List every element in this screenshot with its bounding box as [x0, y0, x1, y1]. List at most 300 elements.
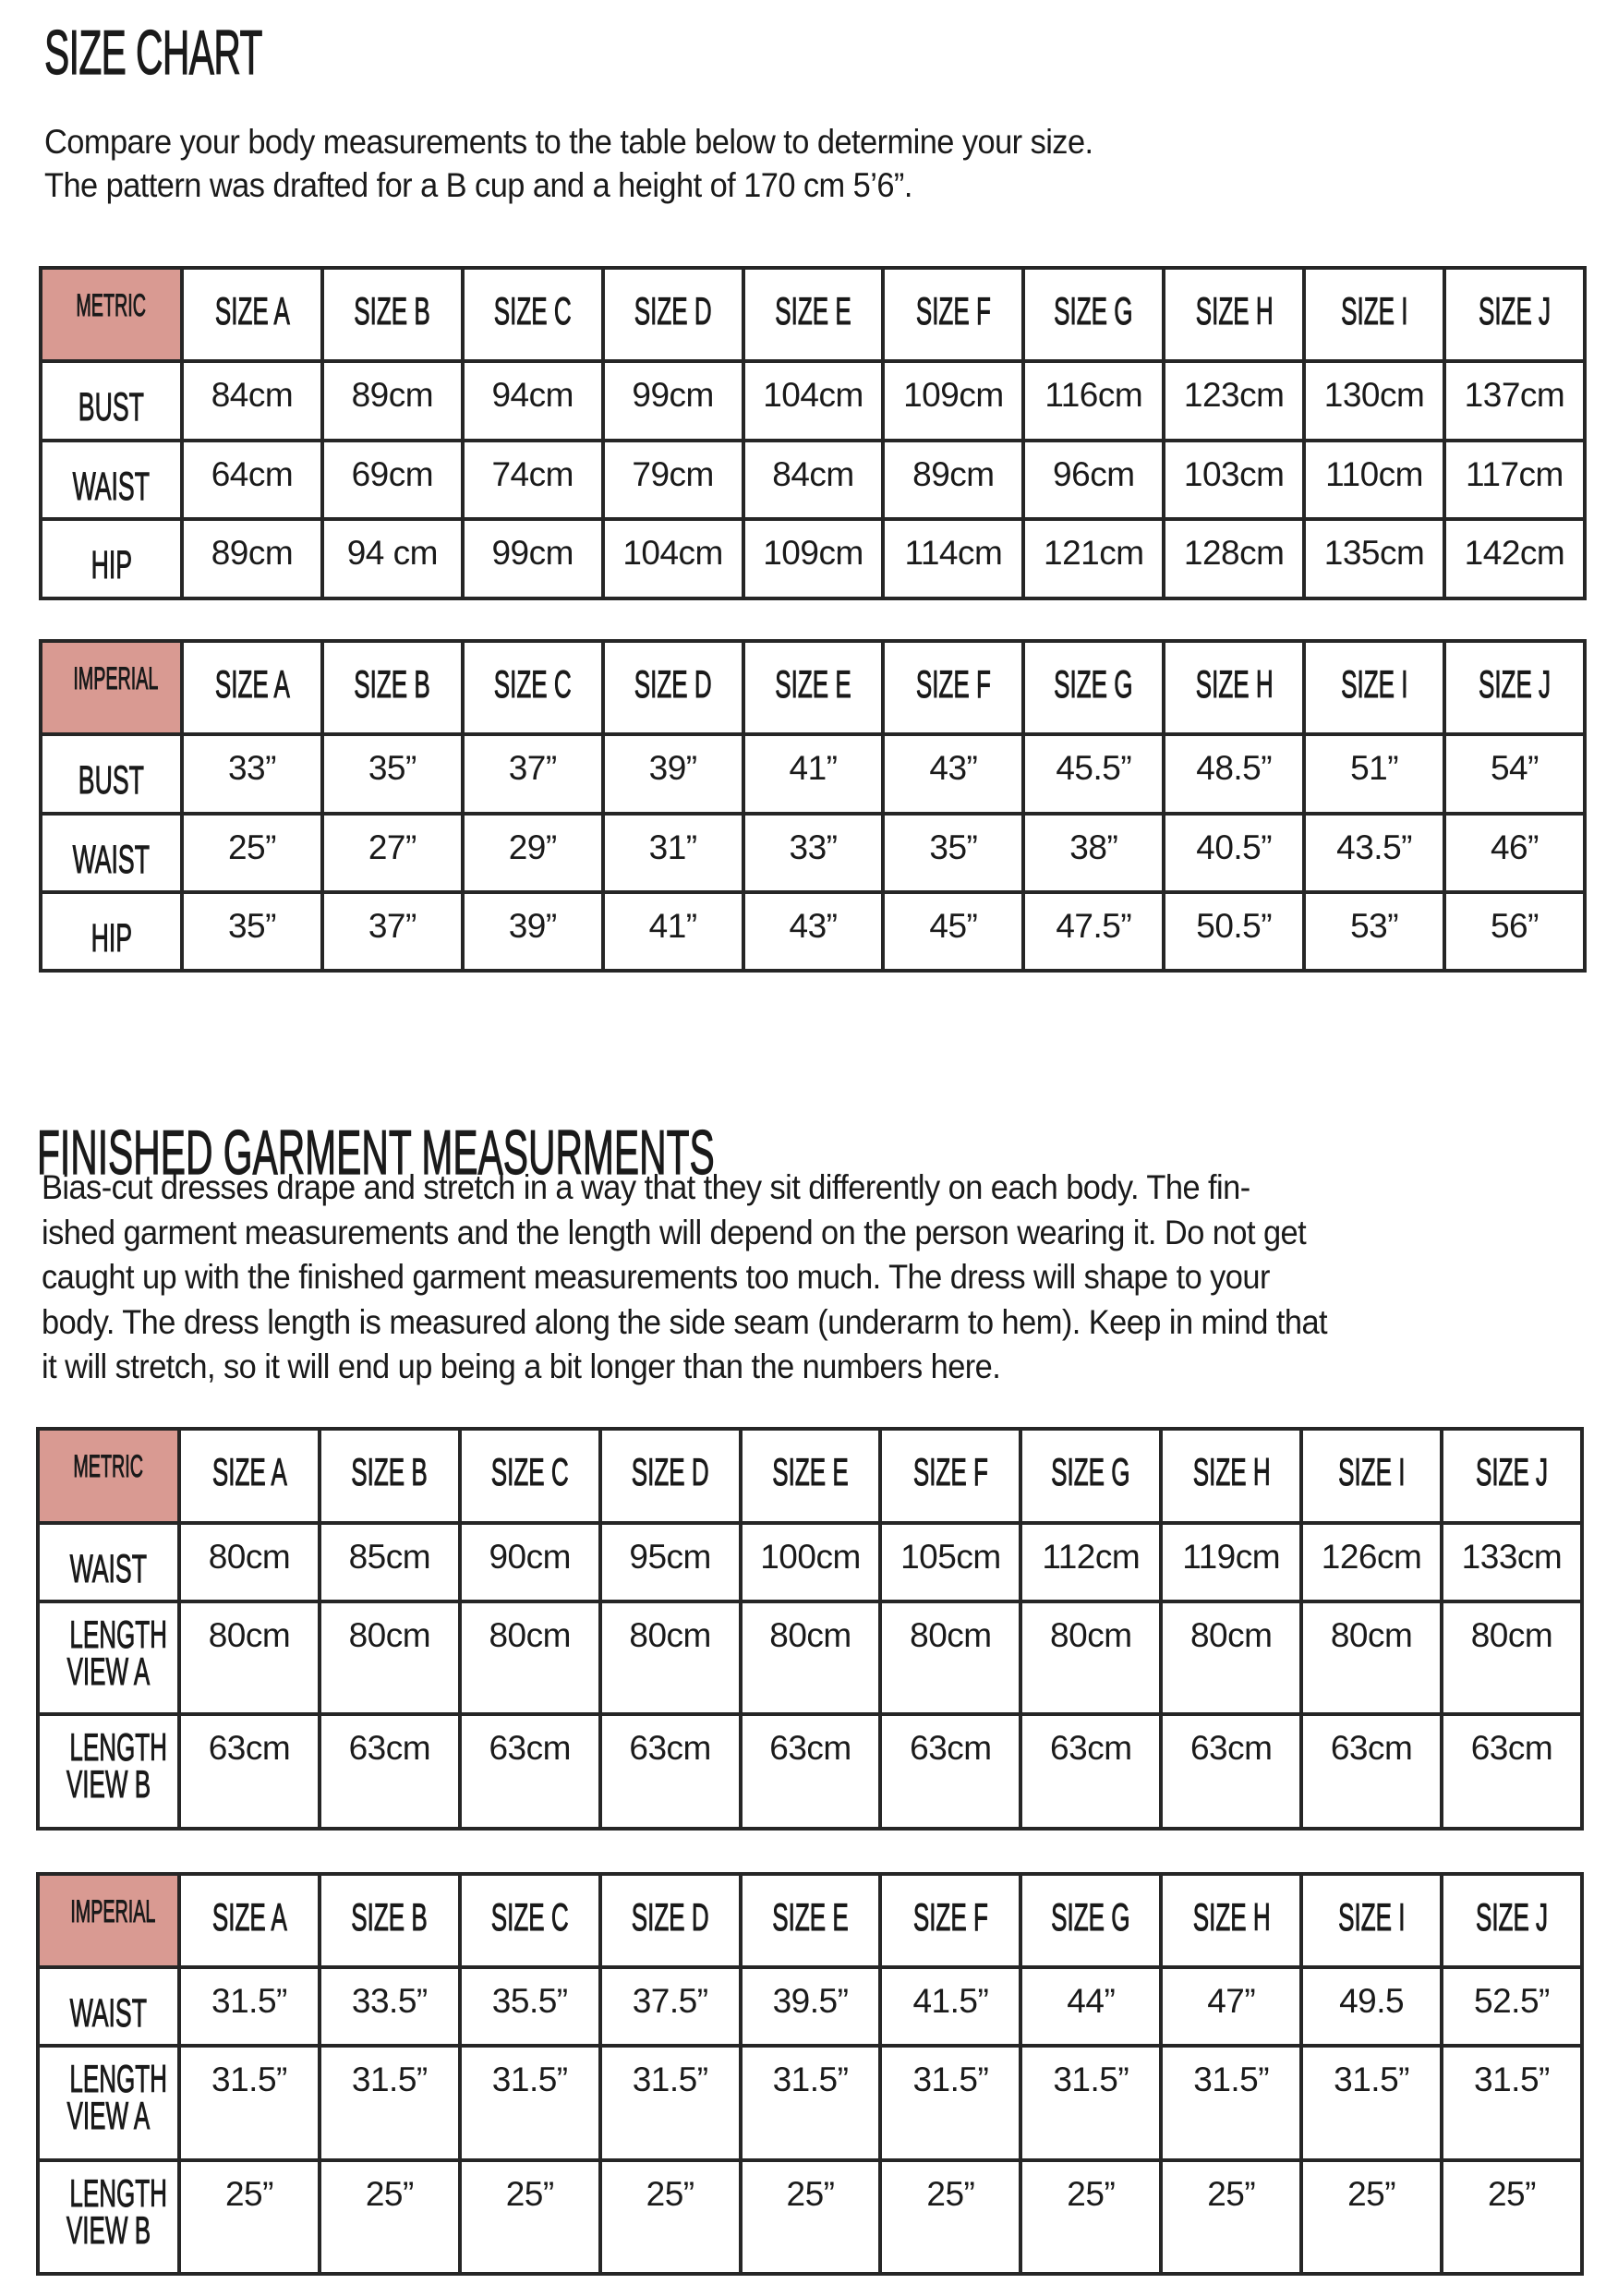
size-header: SIZE B: [351, 1450, 429, 1493]
size-header: SIZE G: [1051, 1895, 1130, 1939]
row-label: WAIST: [69, 1990, 148, 2036]
measurement-value: 80cm: [629, 1616, 711, 1654]
measurement-value: 69cm: [351, 455, 434, 493]
measurement-cell: [1020, 1601, 1161, 1714]
measurement-value: 74cm: [491, 455, 574, 493]
measurement-value: 39.5”: [772, 1982, 849, 2020]
size-header: SIZE J: [1475, 1895, 1549, 1939]
measurement-cell: [1023, 441, 1164, 519]
size-header: SIZE A: [211, 1895, 287, 1939]
measurement-cell: [322, 441, 463, 519]
measurement-value: 126cm: [1321, 1538, 1422, 1576]
measurement-value: 25”: [646, 2175, 694, 2213]
measurement-cell: [743, 361, 884, 441]
measurement-value: 43.5”: [1336, 828, 1412, 866]
measurement-cell: [1023, 734, 1164, 814]
measurement-cell: [1301, 1967, 1442, 2046]
header-row: [41, 268, 1585, 361]
measurement-value: 135cm: [1323, 534, 1425, 572]
measurement-cell: [322, 519, 463, 598]
unit-label: METRIC: [73, 1449, 144, 1484]
measurement-value: 117cm: [1466, 455, 1564, 493]
size-header: SIZE D: [631, 1895, 709, 1939]
measurement-cell: [1444, 734, 1585, 814]
size-header-cell: [320, 1429, 460, 1523]
measurement-value: 110cm: [1325, 455, 1423, 493]
measurement-cell: [182, 892, 322, 971]
measurement-value: 80cm: [208, 1538, 291, 1576]
measurement-cell: [1161, 1714, 1301, 1829]
measurement-value: 31.5”: [491, 2060, 568, 2098]
measurement-cell: [1020, 1714, 1161, 1829]
measurement-cell: [179, 1601, 320, 1714]
size-chart-title-text: SIZE CHART: [44, 18, 262, 88]
row-label: BUST: [78, 758, 145, 803]
size-header-cell: [741, 1874, 881, 1967]
measurement-cell: [603, 361, 743, 441]
measurement-value: 80cm: [769, 1616, 851, 1654]
size-header: SIZE H: [1192, 1450, 1271, 1493]
measurement-cell: [1442, 2160, 1582, 2274]
unit-label-cell: [41, 268, 182, 361]
size-header: SIZE D: [634, 662, 712, 706]
measurement-cell: [182, 519, 322, 598]
row-label-cell: [38, 1601, 179, 1714]
measurement-cell: [603, 734, 743, 814]
measurement-cell: [600, 2046, 741, 2160]
size-header-cell: [463, 268, 603, 361]
measurement-value: 46”: [1490, 828, 1539, 866]
measurement-cell: [1304, 519, 1444, 598]
measurement-value: 37”: [508, 749, 557, 787]
measurement-value: 80cm: [910, 1616, 992, 1654]
measurement-value: 80cm: [1050, 1616, 1132, 1654]
measurement-cell: [1023, 814, 1164, 892]
measurement-cell: [322, 892, 463, 971]
measurement-value: 84cm: [211, 376, 294, 414]
body-metric-table: [39, 266, 1587, 600]
measurement-value: 64cm: [211, 455, 294, 493]
measurement-cell: [463, 441, 603, 519]
measurement-value: 63cm: [1330, 1729, 1413, 1767]
measurement-value: 89cm: [912, 455, 995, 493]
row-label: VIEW B: [66, 2208, 151, 2252]
measurement-cell: [1161, 1601, 1301, 1714]
measurement-value: 142cm: [1464, 534, 1565, 572]
measurement-cell: [320, 1523, 460, 1601]
measurement-value: 56”: [1490, 907, 1539, 945]
measurement-value: 80cm: [1470, 1616, 1553, 1654]
measurement-cell: [1444, 361, 1585, 441]
row-label: BUST: [78, 385, 145, 429]
intro-line: The pattern was drafted for a B cup and a height of 170 cm 5’6”.: [44, 166, 912, 204]
measurement-cell: [880, 1523, 1020, 1601]
measurement-value: 43”: [929, 749, 978, 787]
row-label: HIP: [91, 915, 132, 961]
size-header: SIZE H: [1195, 662, 1274, 706]
measurement-cell: [460, 1967, 600, 2046]
row-label: WAIST: [69, 1546, 148, 1591]
size-header-cell: [322, 268, 463, 361]
measurement-value: 109cm: [763, 534, 863, 572]
measurement-cell: [743, 519, 884, 598]
row-label: HIP: [91, 543, 132, 587]
row-label: WAIST: [72, 837, 151, 882]
size-header-cell: [1020, 1429, 1161, 1523]
measurement-value: 103cm: [1183, 455, 1285, 493]
measurement-row: [38, 1601, 1582, 1714]
measurement-value: 47”: [1207, 1982, 1256, 2020]
measurement-cell: [460, 1523, 600, 1601]
finished-garment-paragraph: [42, 1166, 1424, 1390]
measurement-value: 25”: [365, 2175, 414, 2213]
measurement-value: 53”: [1350, 907, 1399, 945]
header-row: [38, 1874, 1582, 1967]
row-label: LENGTH: [69, 2171, 167, 2215]
measurement-row: [41, 519, 1585, 598]
measurement-cell: [1444, 519, 1585, 598]
measurement-value: 96cm: [1053, 455, 1135, 493]
measurement-value: 37”: [368, 907, 417, 945]
size-header-cell: [600, 1429, 741, 1523]
size-header: SIZE E: [772, 1895, 849, 1939]
size-header-cell: [463, 641, 603, 734]
measurement-value: 63cm: [1189, 1729, 1273, 1767]
size-header: SIZE J: [1478, 662, 1552, 706]
measurement-cell: [1304, 441, 1444, 519]
measurement-cell: [322, 361, 463, 441]
measurement-cell: [603, 814, 743, 892]
measurement-cell: [741, 1967, 881, 2046]
measurement-value: 31.5”: [1334, 2060, 1409, 2098]
size-header: SIZE F: [915, 662, 991, 706]
measurement-value: 121cm: [1044, 534, 1144, 572]
size-header: SIZE E: [772, 1450, 849, 1493]
measurement-value: 50.5”: [1196, 907, 1273, 945]
measurement-cell: [880, 2046, 1020, 2160]
row-label-cell: [41, 892, 182, 971]
measurement-cell: [320, 1967, 460, 2046]
measurement-value: 99cm: [632, 376, 714, 414]
row-label: LENGTH: [69, 1725, 167, 1769]
row-label: VIEW A: [66, 2094, 151, 2137]
paragraph-line: Bias-cut dresses drape and stretch in a way that they sit differently on each body. The fin-: [42, 1168, 1250, 1206]
measurement-value: 80cm: [1330, 1616, 1413, 1654]
measurement-cell: [1164, 734, 1304, 814]
size-header: SIZE H: [1192, 1895, 1271, 1939]
measurement-value: 63cm: [769, 1729, 851, 1767]
size-header-cell: [1442, 1429, 1582, 1523]
measurement-row: [41, 734, 1585, 814]
measurement-cell: [1164, 361, 1304, 441]
size-header-cell: [603, 641, 743, 734]
row-label-cell: [41, 519, 182, 598]
measurement-cell: [883, 892, 1023, 971]
size-header-cell: [603, 268, 743, 361]
size-header: SIZE H: [1195, 289, 1274, 332]
measurement-row: [38, 1714, 1582, 1829]
measurement-value: 39”: [648, 749, 697, 787]
measurement-value: 31.5”: [211, 1982, 287, 2020]
measurement-row: [38, 1967, 1582, 2046]
measurement-cell: [322, 814, 463, 892]
measurement-cell: [880, 1714, 1020, 1829]
header-row: [38, 1429, 1582, 1523]
measurement-cell: [182, 734, 322, 814]
measurement-value: 104cm: [622, 534, 723, 572]
size-header-cell: [320, 1874, 460, 1967]
size-header: SIZE B: [351, 1895, 429, 1939]
measurement-cell: [600, 1523, 741, 1601]
size-header-cell: [179, 1874, 320, 1967]
garment-metric-table: [36, 1427, 1584, 1831]
measurement-cell: [1164, 892, 1304, 971]
measurement-value: 54”: [1490, 749, 1539, 787]
size-header-cell: [1442, 1874, 1582, 1967]
measurement-cell: [600, 1601, 741, 1714]
size-header: SIZE F: [915, 289, 991, 332]
size-header: SIZE D: [634, 289, 712, 332]
row-label: VIEW A: [66, 1649, 151, 1693]
measurement-cell: [320, 1714, 460, 1829]
measurement-value: 80cm: [489, 1616, 571, 1654]
row-label-cell: [38, 2046, 179, 2160]
measurement-cell: [741, 1601, 881, 1714]
size-header-cell: [883, 641, 1023, 734]
measurement-cell: [1020, 1967, 1161, 2046]
size-header: SIZE I: [1340, 289, 1408, 332]
measurement-cell: [1442, 1967, 1582, 2046]
measurement-value: 119cm: [1182, 1538, 1281, 1576]
measurement-cell: [1301, 2046, 1442, 2160]
row-label: LENGTH: [69, 2057, 167, 2100]
measurement-cell: [1161, 1967, 1301, 2046]
measurement-row: [38, 2046, 1582, 2160]
measurement-value: 109cm: [903, 376, 1004, 414]
row-label: VIEW B: [66, 1762, 151, 1806]
measurement-cell: [1161, 1523, 1301, 1601]
measurement-cell: [1444, 814, 1585, 892]
measurement-cell: [743, 892, 884, 971]
measurement-value: 25”: [1067, 2175, 1116, 2213]
measurement-cell: [322, 734, 463, 814]
measurement-cell: [603, 441, 743, 519]
row-label-cell: [38, 1967, 179, 2046]
measurement-cell: [1301, 1601, 1442, 1714]
measurement-value: 31.5”: [632, 2060, 708, 2098]
measurement-value: 116cm: [1044, 376, 1143, 414]
header-row: [41, 641, 1585, 734]
measurement-cell: [1444, 892, 1585, 971]
unit-label: METRIC: [76, 288, 147, 323]
size-header: SIZE E: [775, 289, 851, 332]
size-header: SIZE B: [354, 662, 431, 706]
measurement-cell: [883, 519, 1023, 598]
row-label-cell: [41, 441, 182, 519]
size-header-cell: [1161, 1874, 1301, 1967]
measurement-cell: [1164, 441, 1304, 519]
measurement-cell: [1161, 2046, 1301, 2160]
measurement-value: 25”: [926, 2175, 975, 2213]
measurement-value: 47.5”: [1056, 907, 1132, 945]
measurement-value: 100cm: [760, 1538, 861, 1576]
measurement-value: 80cm: [208, 1616, 291, 1654]
measurement-value: 63cm: [1470, 1729, 1553, 1767]
unit-label: IMPERIAL: [70, 1894, 156, 1929]
measurement-cell: [1442, 1523, 1582, 1601]
size-header: SIZE F: [912, 1895, 988, 1939]
measurement-cell: [1164, 814, 1304, 892]
size-header: SIZE G: [1054, 662, 1133, 706]
measurement-cell: [182, 814, 322, 892]
measurement-value: 25”: [1487, 2175, 1536, 2213]
measurement-cell: [463, 361, 603, 441]
finished-garment-title-text: FINISHED GARMENT MEASURMENTS: [37, 1118, 715, 1188]
row-label: WAIST: [72, 464, 151, 509]
size-header: SIZE G: [1051, 1450, 1130, 1493]
measurement-cell: [741, 2046, 881, 2160]
unit-label-cell: [38, 1429, 179, 1523]
measurement-cell: [603, 892, 743, 971]
measurement-cell: [600, 2160, 741, 2274]
measurement-value: 35.5”: [491, 1982, 568, 2020]
measurement-value: 25”: [505, 2175, 554, 2213]
measurement-cell: [600, 1714, 741, 1829]
measurement-value: 25”: [227, 828, 276, 866]
size-header: SIZE F: [912, 1450, 988, 1493]
measurement-cell: [463, 892, 603, 971]
size-header: SIZE E: [775, 662, 851, 706]
size-header-cell: [1444, 641, 1585, 734]
measurement-value: 99cm: [491, 534, 574, 572]
measurement-value: 123cm: [1183, 376, 1285, 414]
size-chart-intro: [44, 120, 1172, 207]
size-header: SIZE G: [1054, 289, 1133, 332]
measurement-cell: [179, 2160, 320, 2274]
size-header: SIZE I: [1337, 1450, 1406, 1493]
measurement-cell: [1301, 1523, 1442, 1601]
size-header-cell: [743, 268, 884, 361]
measurement-cell: [182, 361, 322, 441]
measurement-value: 89cm: [351, 376, 434, 414]
measurement-value: 31.5”: [351, 2060, 428, 2098]
row-label-cell: [41, 814, 182, 892]
size-header-cell: [741, 1429, 881, 1523]
row-label: LENGTH: [69, 1613, 167, 1656]
size-header-cell: [743, 641, 884, 734]
measurement-value: 41”: [789, 749, 838, 787]
body-imperial-table: [39, 639, 1587, 973]
measurement-value: 128cm: [1183, 534, 1285, 572]
size-header-cell: [1161, 1429, 1301, 1523]
size-header: SIZE B: [354, 289, 431, 332]
measurement-value: 31.5”: [912, 2060, 989, 2098]
measurement-cell: [463, 519, 603, 598]
intro-line: Compare your body measurements to the table below to determine your size.: [44, 123, 1093, 161]
measurement-cell: [883, 361, 1023, 441]
measurement-value: 31.5”: [772, 2060, 849, 2098]
measurement-cell: [460, 2160, 600, 2274]
measurement-value: 104cm: [763, 376, 863, 414]
measurement-cell: [1304, 361, 1444, 441]
size-header: SIZE C: [493, 662, 572, 706]
measurement-row: [41, 892, 1585, 971]
measurement-cell: [603, 519, 743, 598]
size-header-cell: [1301, 1429, 1442, 1523]
measurement-value: 63cm: [489, 1729, 571, 1767]
size-header: SIZE C: [490, 1895, 569, 1939]
row-label-cell: [38, 1523, 179, 1601]
size-header-cell: [182, 268, 322, 361]
measurement-value: 79cm: [632, 455, 714, 493]
measurement-value: 63cm: [910, 1729, 992, 1767]
unit-label-cell: [41, 641, 182, 734]
measurement-cell: [179, 1967, 320, 2046]
measurement-cell: [179, 1714, 320, 1829]
size-header: SIZE C: [490, 1450, 569, 1493]
measurement-cell: [1304, 814, 1444, 892]
measurement-value: 63cm: [1050, 1729, 1132, 1767]
measurement-value: 41.5”: [912, 1982, 989, 2020]
measurement-value: 45.5”: [1056, 749, 1132, 787]
measurement-value: 31.5”: [211, 2060, 287, 2098]
measurement-cell: [1020, 2046, 1161, 2160]
measurement-value: 63cm: [629, 1729, 711, 1767]
size-chart-title: [44, 18, 407, 88]
measurement-cell: [883, 814, 1023, 892]
size-header: SIZE A: [214, 289, 290, 332]
measurement-value: 63cm: [208, 1729, 291, 1767]
measurement-cell: [320, 2046, 460, 2160]
size-header-cell: [1023, 268, 1164, 361]
size-header-cell: [1023, 641, 1164, 734]
measurement-cell: [1020, 2160, 1161, 2274]
size-header-cell: [460, 1429, 600, 1523]
measurement-value: 35”: [227, 907, 276, 945]
measurement-cell: [743, 441, 884, 519]
measurement-cell: [880, 2160, 1020, 2274]
measurement-cell: [1023, 361, 1164, 441]
measurement-cell: [1442, 1714, 1582, 1829]
size-header-cell: [460, 1874, 600, 1967]
row-label-cell: [41, 361, 182, 441]
row-label-cell: [41, 734, 182, 814]
size-header: SIZE I: [1340, 662, 1408, 706]
measurement-value: 84cm: [772, 455, 854, 493]
size-header: SIZE J: [1478, 289, 1552, 332]
measurement-value: 137cm: [1464, 376, 1565, 414]
size-header-cell: [883, 268, 1023, 361]
measurement-value: 33”: [789, 828, 838, 866]
measurement-cell: [1161, 2160, 1301, 2274]
measurement-value: 48.5”: [1196, 749, 1273, 787]
measurement-cell: [883, 734, 1023, 814]
measurement-value: 45”: [929, 907, 978, 945]
measurement-value: 33”: [227, 749, 276, 787]
measurement-cell: [880, 1967, 1020, 2046]
measurement-value: 43”: [789, 907, 838, 945]
measurement-value: 31.5”: [1474, 2060, 1550, 2098]
measurement-value: 25”: [224, 2175, 273, 2213]
measurement-value: 52.5”: [1474, 1982, 1550, 2020]
measurement-cell: [743, 814, 884, 892]
measurement-cell: [600, 1967, 741, 2046]
size-header-cell: [1444, 268, 1585, 361]
measurement-value: 51”: [1350, 749, 1399, 787]
measurement-cell: [1301, 1714, 1442, 1829]
measurement-row: [41, 814, 1585, 892]
measurement-value: 44”: [1067, 1982, 1116, 2020]
